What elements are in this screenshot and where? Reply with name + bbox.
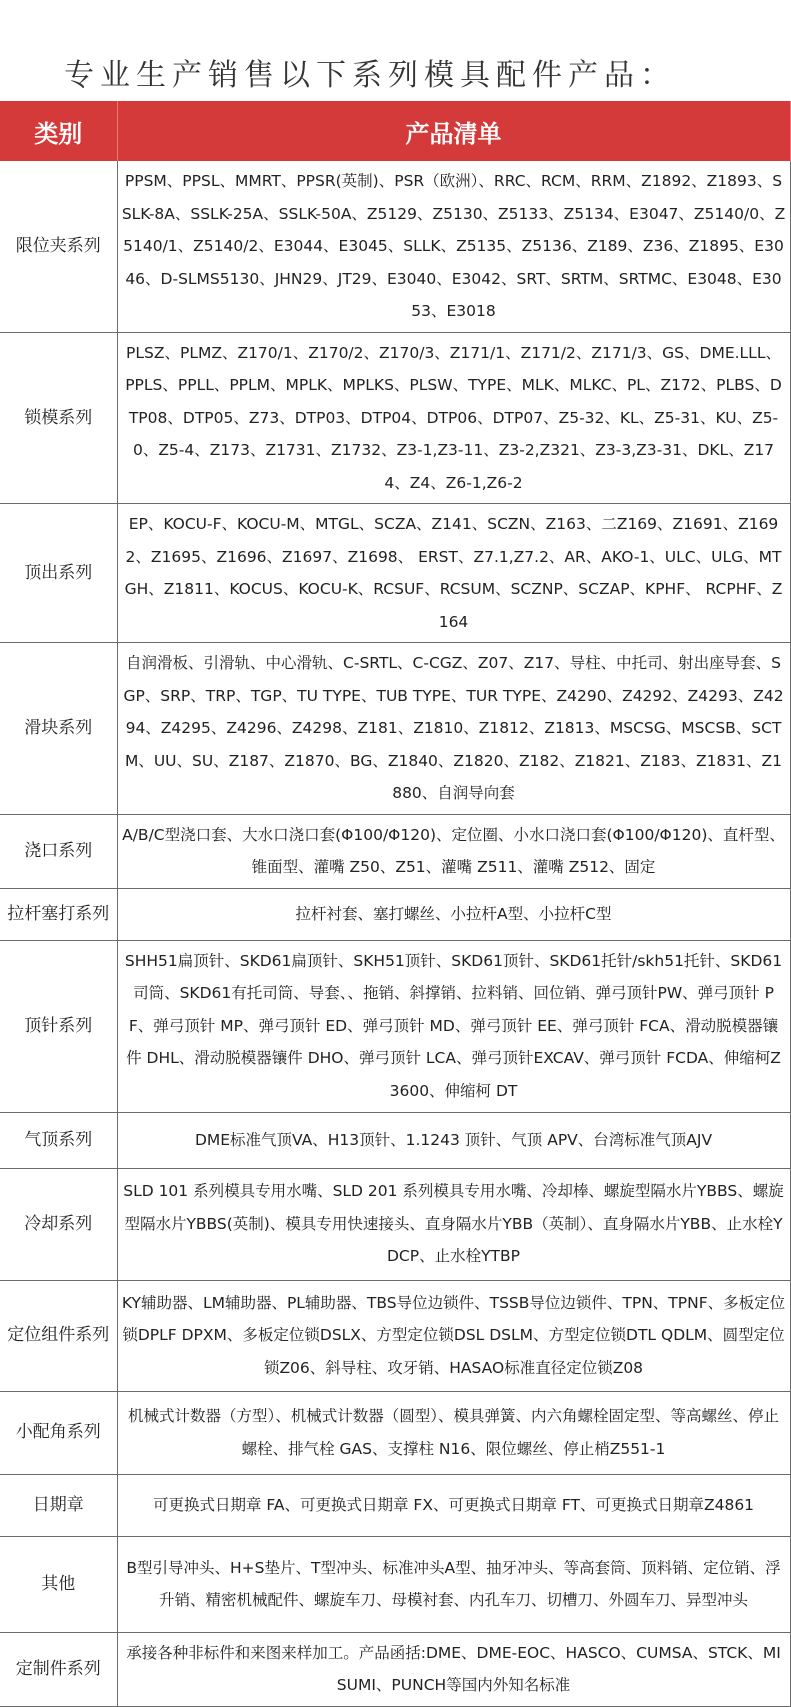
product-table [0,101,791,1707]
table-row [0,940,790,1112]
table-row [0,161,790,332]
row-products: A/B/C型浇口套、大水口浇口套(Φ100/Φ120)、定位圈、小水口浇口套(Φ100/Φ120)、直杆型、锥面型、灌嘴 Z50、Z51、灌嘴 Z511、灌嘴 Z512、固定 [117,814,790,888]
row-products: 机械式计数器（方型）、机械式计数器（圆型）、模具弹簧、内六角螺栓固定型、等高螺丝、停止螺栓、排气栓 GAS、支撑柱 N16、限位螺丝、停止梢Z551-1 [117,1391,790,1474]
row-category: 拉杆塞打系列 [0,888,117,940]
row-products: EP、KOCU-F、KOCU-M、MTGL、SCZA、Z141、SCZN、Z163、二Z169、Z1691、Z1692、Z1695、Z1696、Z1697、Z1698、 ERST、Z7.1,Z7.2、AR、AKO-1、ULC、ULG、MTGH、Z1811、KOCUS、KOCU-K、RCSUF、RCSUM、SCZNP、SCZAP、KPHF、 RCPHF、Z164 [117,504,790,643]
row-category: 滑块系列 [0,643,117,815]
table-row [0,1112,790,1168]
row-category: 冷却系列 [0,1168,117,1280]
row-products: PLSZ、PLMZ、Z170/1、Z170/2、Z170/3、Z171/1、Z171/2、Z171/3、GS、DME.LLL、PPLS、PPLL、PPLM、MPLK、MPLKS、PLSW、TYPE、MLK、MLKC、PL、Z172、PLBS、DTP08、DTP05、Z73、DTP03、DTP04、DTP06、DTP07、Z5-32、KL、Z5-31、KU、Z5-0、Z5-4、Z173、Z1731、Z1732、Z3-1,Z3-11、Z3-2,Z321、Z3-3,Z3-31、DKL、Z174、Z4、Z6-1,Z6-2 [117,332,790,504]
table-row [0,1280,790,1391]
row-category: 锁模系列 [0,332,117,504]
row-products: 可更换式日期章 FA、可更换式日期章 FX、可更换式日期章 FT、可更换式日期章Z4861 [117,1474,790,1536]
header-products: 产品清单 [117,101,790,161]
table-row [0,1474,790,1536]
header-category: 类别 [0,101,117,161]
table-row [0,1536,790,1632]
table-row [0,643,790,815]
row-products: SLD 101 系列模具专用水嘴、SLD 201 系列模具专用水嘴、冷却棒、螺旋型隔水片YBBS、螺旋型隔水片YBBS(英制)、模具专用快速接头、直身隔水片YBB（英制）、直身隔水片YBB、止水栓YDCP、止水栓YTBP [117,1168,790,1280]
row-products: SHH51扁顶针、SKD61扁顶针、SKH51顶针、SKD61顶针、SKD61托针/skh51托针、SKD61司筒、SKD61有托司筒、导套、、拖销、斜撑销、拉料销、回位销、弹弓顶针PW、弹弓顶针 PF、弹弓顶针 MP、弹弓顶针 ED、弹弓顶针 MD、弹弓顶针 EE、弹弓顶针 FCA、滑动脱模器镶件 DHL、滑动脱模器镶件 DHO、弹弓顶针 LCA、弹弓顶针EXCAV、弹弓顶针 FCDA、伸缩柯Z3600、伸缩柯 DT [117,940,790,1112]
table-row [0,1168,790,1280]
row-category: 日期章 [0,1474,117,1536]
row-category: 其他 [0,1536,117,1632]
row-products: PPSM、PPSL、MMRT、PPSR(英制)、PSR（欧洲）、RRC、RCM、RRM、Z1892、Z1893、SSLK-8A、SSLK-25A、SSLK-50A、Z5129、Z5130、Z5133、Z5134、E3047、Z5140/0、Z5140/1、Z5140/2、E3044、E3045、SLLK、Z5135、Z5136、Z189、Z36、Z1895、E3046、D-SLMS5130、JHN29、JT29、E3040、E3042、SRT、SRTM、SRTMC、E3048、E3053、E3018 [117,161,790,332]
table-row [0,332,790,504]
row-category: 定位组件系列 [0,1280,117,1391]
row-category: 顶出系列 [0,504,117,643]
table-row [0,1632,790,1706]
row-products: DME标准气顶VA、H13顶针、1.1243 顶针、气顶 APV、台湾标准气顶AJV [117,1112,790,1168]
row-category: 定制件系列 [0,1632,117,1706]
row-category: 小配角系列 [0,1391,117,1474]
table-row [0,1391,790,1474]
row-products: 自润滑板、引滑轨、中心滑轨、C-SRTL、C-CGZ、Z07、Z17、导柱、中托司、射出座导套、SGP、SRP、TRP、TGP、TU TYPE、TUB TYPE、TUR TYPE、Z4290、Z4292、Z4293、Z4294、Z4295、Z4296、Z4298、Z181、Z1810、Z1812、Z1813、MSCSG、MSCSB、SCTM、UU、SU、Z187、Z1870、BG、Z1840、Z1820、Z182、Z1821、Z183、Z1831、Z1880、自润导向套 [117,643,790,815]
row-category: 浇口系列 [0,814,117,888]
table-row [0,888,790,940]
row-products: KY辅助器、LM辅助器、PL辅助器、TBS导位边锁件、TSSB导位边锁件、TPN、TPNF、多板定位锁DPLF DPXM、多板定位锁DSLX、方型定位锁DSL DSLM、方型定位锁DTL QDLM、圆型定位锁Z06、斜导柱、攻牙销、HASAO标准直径定位锁Z08 [117,1280,790,1391]
row-category: 顶针系列 [0,940,117,1112]
row-products: B型引导冲头、H+S垫片、T型冲头、标准冲头A型、抽牙冲头、等高套筒、顶料销、定位销、浮升销、精密机械配件、螺旋车刀、母模衬套、内孔车刀、切槽刀、外圆车刀、异型冲头 [117,1536,790,1632]
row-category: 限位夹系列 [0,161,117,332]
table-header-row [0,101,790,161]
row-products: 拉杆衬套、塞打螺丝、小拉杆A型、小拉杆C型 [117,888,790,940]
table-row [0,814,790,888]
page-title: 专业生产销售以下系列模具配件产品： [64,58,676,93]
row-category: 气顶系列 [0,1112,117,1168]
row-products: 承接各种非标件和来图来样加工。产品函括:DME、DME-EOC、HASCO、CUMSA、STCK、MISUMI、PUNCH等国内外知名标准 [117,1632,790,1706]
table-row [0,504,790,643]
